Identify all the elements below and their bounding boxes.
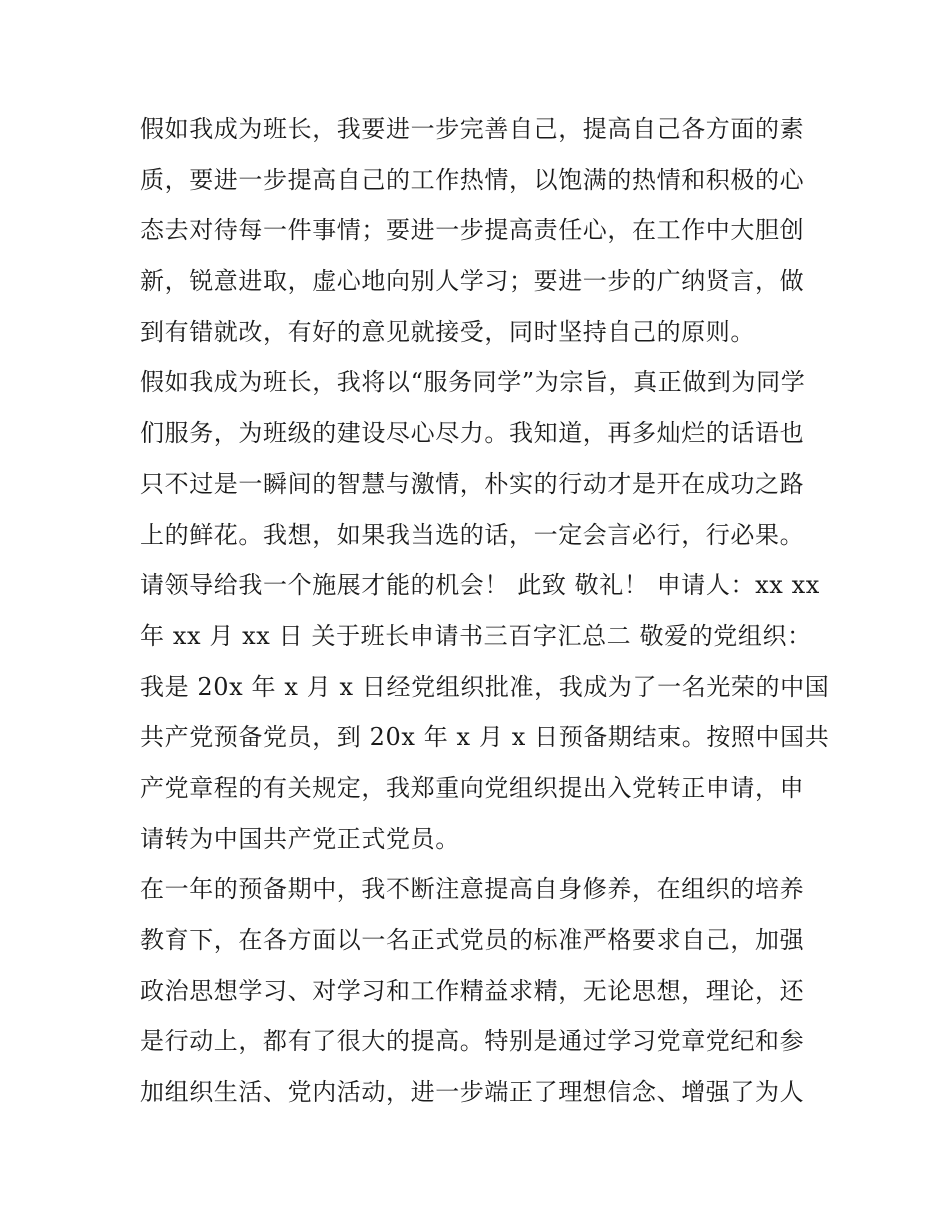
text-line: 们服务，为班级的建设尽心尽力。我知道，再多灿烂的话语也	[140, 419, 805, 448]
text-line: 我是 20x 年 x 月 x 日经党组织批准，我成为了一名光荣的中国	[140, 672, 830, 701]
text-line: 到有错就改，有好的意见就接受，同时坚持自己的原则。	[140, 317, 755, 346]
text-line: 教育下，在各方面以一名正式党员的标准严格要求自己，加强	[140, 926, 805, 954]
text-line: 只不过是一瞬间的智慧与激情，朴实的行动才是开在成功之路	[140, 469, 805, 498]
text-line: 上的鲜花。我想，如果我当选的话，一定会言必行，行必果。	[140, 520, 805, 549]
text-line: 假如我成为班长，我将以“服务同学”为宗旨，真正做到为同学	[140, 368, 806, 397]
text-line: 是行动上，都有了很大的提高。特别是通过学习党章党纪和参	[140, 1027, 805, 1056]
text-line: 加组织生活、党内活动，进一步端正了理想信念、增强了为人	[140, 1078, 805, 1107]
text-line: 态去对待每一件事情；要进一步提高责任心，在工作中大胆创	[140, 216, 805, 245]
text-line: 新，锐意进取，虚心地向别人学习；要进一步的广纳贤言，做	[140, 267, 805, 296]
text-line: 年 xx 月 xx 日 关于班长申请书三百字汇总二 敬爱的党组织：	[140, 621, 812, 650]
text-line: 请转为中国共产党正式党员。	[140, 824, 460, 853]
text-line: 共产党预备党员，到 20x 年 x 月 x 日预备期结束。按照中国共	[140, 723, 830, 752]
text-line: 质，要进一步提高自己的工作热情，以饱满的热情和积极的心	[140, 165, 805, 194]
text-line: 政治思想学习、对学习和工作精益求精，无论思想，理论，还	[140, 976, 805, 1005]
document-body	[140, 104, 830, 1118]
text-line: 产党章程的有关规定，我郑重向党组织提出入党转正申请，申	[140, 773, 805, 802]
text-line: 请领导给我一个施展才能的机会！ 此致 敬礼！ 申请人：xx xx	[140, 571, 820, 600]
text-line: 在一年的预备期中，我不断注意提高自身修养，在组织的培养	[140, 875, 805, 904]
text-line: 假如我成为班长，我要进一步完善自己，提高自己各方面的素	[140, 115, 805, 143]
